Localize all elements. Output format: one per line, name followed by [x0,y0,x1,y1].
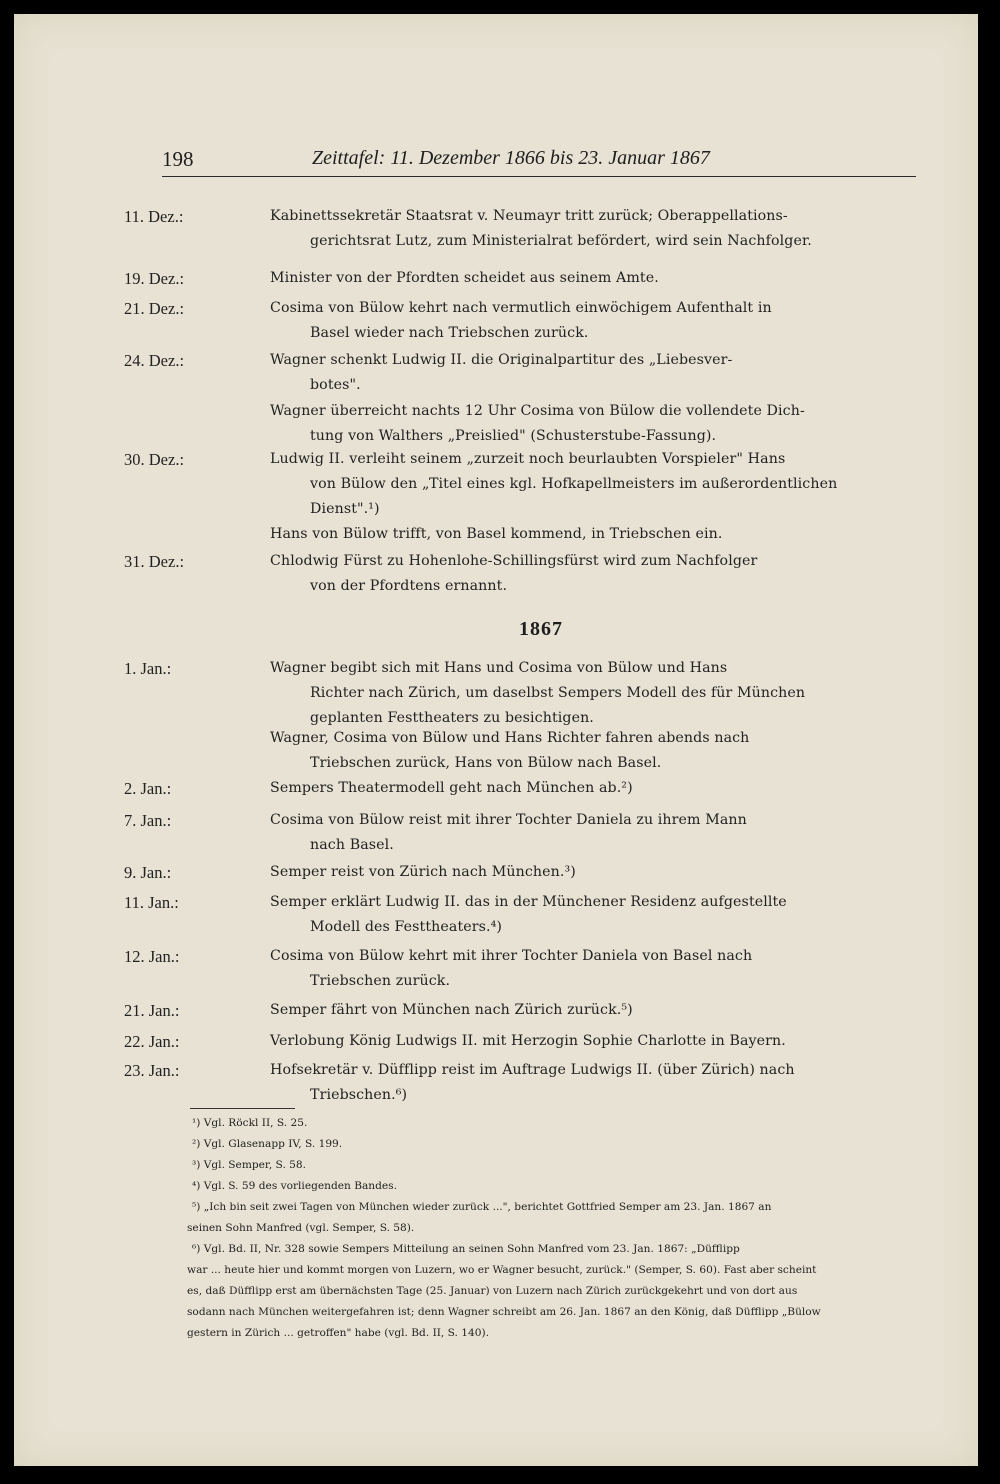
footnote-continuation: war ... heute hier und kommt morgen von Luzern, wo er Wagner besucht, zurück." (Semper, S. 60). Fast aber scheint [187,1264,817,1276]
entry-date: 21. Dez.: [124,299,185,318]
entry-text: Semper erklärt Ludwig II. das in der Münchener Residenz aufgestellte [270,894,787,910]
entry-text: Cosima von Bülow kehrt nach vermutlich einwöchigem Aufenthalt in [270,300,772,316]
chronology-entry [124,1029,924,1054]
chronology-entry [124,266,924,291]
entry-text: Richter nach Zürich, um daselbst Sempers Modell des für München [310,685,806,701]
entry-date: 12. Jan.: [124,947,180,966]
footnote-continuation: sodann nach München weitergefahren ist; denn Wagner schreibt am 26. Jan. 1867 an den König, daß Düfflipp „Bülow [187,1306,821,1318]
entry-text: Ludwig II. verleiht seinem „zurzeit noch beurlaubten Vorspieler" Hans [270,451,786,467]
footnote-rule [190,1108,295,1109]
chronology-entry [124,549,924,599]
entry-text: Cosima von Bülow kehrt mit ihrer Tochter Daniela von Basel nach [270,948,753,964]
entry-text: Hofsekretär v. Düfflipp reist im Auftrage Ludwigs II. (über Zürich) nach [270,1062,795,1078]
running-header [162,144,916,177]
entry-date [124,522,274,547]
entry-date: 24. Dez.: [124,351,185,370]
chronology-entry [164,399,924,449]
entry-text: Sempers Theatermodell geht nach München ab.²) [270,780,633,796]
entry-text: Kabinettssekretär Staatsrat v. Neumayr tritt zurück; Oberappellations- [270,208,788,224]
entry-text: Wagner überreicht nachts 12 Uhr Cosima von Bülow die vollendete Dich- [270,403,805,419]
chronology-entry [124,204,924,254]
footnote-continuation: es, daß Düfflipp erst am übernächsten Tage (25. Januar) von Luzern nach Zürich zurückgekehrt und von dort aus [187,1285,798,1297]
entry-text: Wagner, Cosima von Bülow und Hans Richter fahren abends nach [270,730,750,746]
entry-text: gerichtsrat Lutz, zum Ministerialrat befördert, wird sein Nachfolger. [310,233,812,249]
footnote-continuation: seinen Sohn Manfred (vgl. Semper, S. 58). [187,1222,415,1234]
chronology-entry [124,348,924,398]
entry-date: 1. Jan.: [124,659,172,678]
year-heading: 1867 [519,618,563,640]
entry-text: Chlodwig Fürst zu Hohenlohe-Schillingsfürst wird zum Nachfolger [270,553,758,569]
entry-date: 11. Dez.: [124,207,184,226]
entry-text: Triebschen zurück, Hans von Bülow nach Basel. [310,755,662,771]
chronology-entry [124,998,924,1023]
entry-date: 30. Dez.: [124,450,185,469]
footnote: ⁶) Vgl. Bd. II, Nr. 328 sowie Sempers Mitteilung an seinen Sohn Manfred vom 23. Jan. 1867: „Düfflipp [192,1243,740,1255]
chronology-entry [164,726,924,776]
entry-date: 21. Jan.: [124,1001,180,1020]
entry-date: 9. Jan.: [124,863,172,882]
entry-date: 31. Dez.: [124,552,185,571]
entry-text: Hans von Bülow trifft, von Basel kommend, in Triebschen ein. [270,526,723,542]
footnote: ³) Vgl. Semper, S. 58. [192,1159,307,1171]
entry-text: botes". [310,377,361,393]
footnotes [187,1113,932,1344]
entry-text: nach Basel. [310,837,394,853]
entry-text: Dienst".¹) [310,501,380,517]
entry-text: Modell des Festtheaters.⁴) [310,919,503,935]
entry-text: tung von Walthers „Preislied" (Schusterstube-Fassung). [310,428,717,444]
entry-text: Basel wieder nach Triebschen zurück. [310,325,589,341]
entry-text: Cosima von Bülow reist mit ihrer Tochter Daniela zu ihrem Mann [270,812,747,828]
entry-text: Wagner schenkt Ludwig II. die Originalpartitur des „Liebesver- [270,352,733,368]
entry-text: von Bülow den „Titel eines kgl. Hofkapellmeisters im außerordentlichen [310,476,838,492]
chronology-entry [124,808,924,858]
entry-text: von der Pfordtens ernannt. [310,578,508,594]
entry-text: geplanten Festtheaters zu besichtigen. [310,710,594,726]
entry-date [124,399,274,449]
entry-date: 7. Jan.: [124,811,172,830]
chronology-entry [164,522,924,547]
entry-date [124,726,274,776]
entry-text: Minister von der Pfordten scheidet aus seinem Amte. [270,270,659,286]
footnote: ²) Vgl. Glasenapp IV, S. 199. [192,1138,343,1150]
entry-text: Semper fährt von München nach Zürich zurück.⁵) [270,1002,633,1018]
entry-date: 11. Jan.: [124,893,179,912]
book-page [14,14,978,1466]
entry-date: 2. Jan.: [124,779,172,798]
chronology-entry [124,447,924,522]
chronology-entry [124,890,924,940]
footnote: ¹) Vgl. Röckl II, S. 25. [192,1117,308,1129]
page-number: 198 [162,147,194,171]
entry-date: 23. Jan.: [124,1061,180,1080]
chronology-entry [124,296,924,346]
chronology-entry [124,860,924,885]
entry-date: 22. Jan.: [124,1032,180,1051]
footnote: ⁴) Vgl. S. 59 des vorliegenden Bandes. [192,1180,397,1192]
running-title: Zeittafel: 11. Dezember 1866 bis 23. Januar 1867 [312,147,710,169]
entry-text: Triebschen.⁶) [310,1087,408,1103]
entry-text: Wagner begibt sich mit Hans und Cosima von Bülow und Hans [270,660,728,676]
entry-date: 19. Dez.: [124,269,185,288]
chronology-entry [124,776,924,801]
entry-text: Triebschen zurück. [310,973,451,989]
entry-text: Verlobung König Ludwigs II. mit Herzogin Sophie Charlotte in Bayern. [270,1033,786,1049]
chronology-entry [124,944,924,994]
entry-text: Semper reist von Zürich nach München.³) [270,864,576,880]
footnote: ⁵) „Ich bin seit zwei Tagen von München wieder zurück ...", berichtet Gottfried Semper am 23. Jan. 1867 an [192,1201,772,1213]
footnote-continuation: gestern in Zürich ... getroffen" habe (vgl. Bd. II, S. 140). [187,1327,490,1339]
chronology-entry [124,1058,924,1108]
chronology-entry [124,656,924,731]
